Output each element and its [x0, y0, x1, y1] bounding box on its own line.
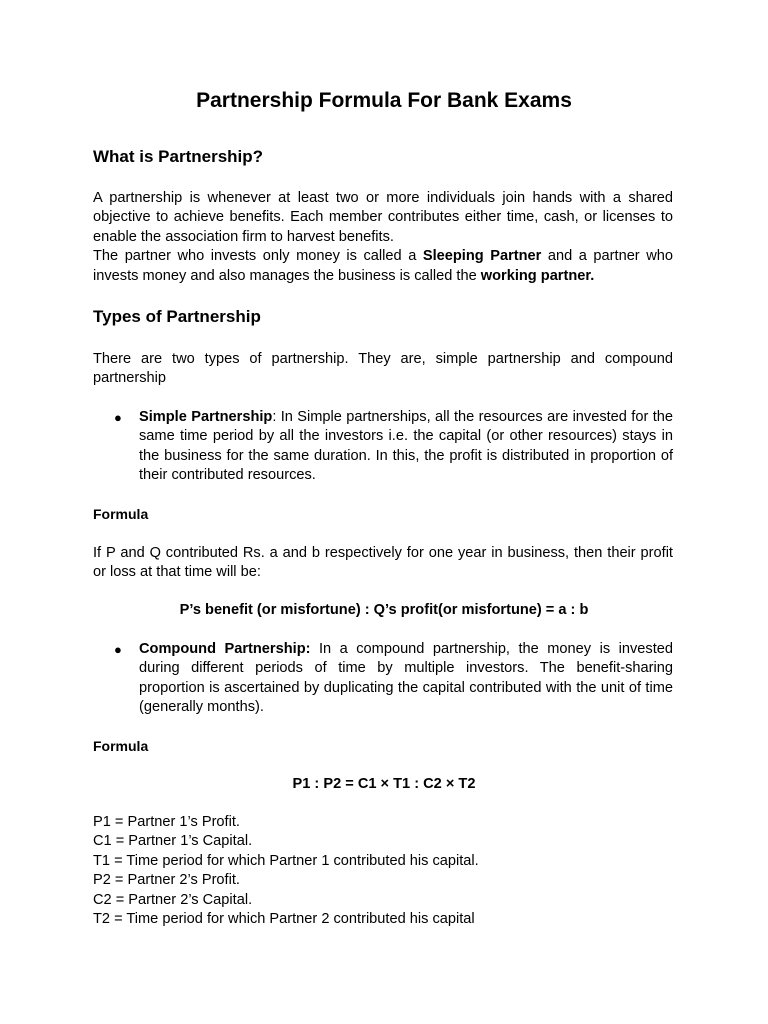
formula-label-2: Formula: [93, 738, 149, 754]
formula-simple: P’s benefit (or misfortune) : Q’s profit(or misfortune) = a : b: [179, 602, 589, 618]
definitions-list: [93, 813, 673, 929]
definition-item: C1 = Partner 1’s Capital.: [93, 833, 253, 850]
list-item-compound-partnership: [139, 640, 673, 718]
definition-item: P2 = Partner 2’s Profit.: [93, 872, 240, 889]
bullet-icon: ●: [114, 410, 122, 425]
paragraph-types-intro: There are two types of partnership. They are, simple partnership and compound partnership: [93, 351, 673, 387]
definition-item: T2 = Time period for which Partner 2 contributed his capital: [93, 911, 475, 928]
simple-partnership-term: Simple Partnership: [139, 409, 273, 425]
working-partner-term: working partner.: [480, 267, 595, 284]
list-item-simple-partnership: [139, 408, 673, 486]
formula-compound: P1 : P2 = C1 × T1 : C2 × T2: [292, 776, 476, 792]
definition-item: T1 = Time period for which Partner 1 contributed his capital.: [93, 852, 479, 869]
partner-text-a: The partner who invests only money is called a: [93, 248, 423, 265]
paragraph-definition: [93, 189, 673, 286]
compound-partnership-text: In a compound partnership, the money is invested during different periods of time by multiple investors. The benefit-sharing proportion is ascertained by duplicating the capital contributed with the unit of time (generally months).: [139, 641, 673, 716]
definition-text: A partnership is whenever at least two or more individuals join hands with a shared objective to achieve benefits. Each member contributes either time, cash, or licenses to enable the association firm to harvest benefits.: [93, 190, 673, 245]
page-title: Partnership Formula For Bank Exams: [196, 89, 572, 112]
definition-item: P1 = Partner 1’s Profit.: [93, 814, 240, 830]
heading-types-of-partnership: Types of Partnership: [93, 307, 261, 326]
definition-item: C2 = Partner 2’s Capital.: [93, 891, 253, 908]
bullet-icon: ●: [114, 642, 122, 657]
simple-partnership-text: : In Simple partnerships, all the resources are invested for the same time period by all the investors i.e. the capital (or other resources) stays in the business for the same duration. In this, the profit is distributed in proportion of their contributed resources.: [139, 409, 673, 484]
formula-label-1: Formula: [93, 506, 149, 522]
heading-what-is-partnership: What is Partnership?: [93, 147, 264, 166]
partner-text-c: and a partner who invests money and also manages the business is called the: [93, 248, 673, 284]
paragraph-formula-intro: If P and Q contributed Rs. a and b respectively for one year in business, then their profit or loss at that time will be:: [93, 545, 673, 581]
sleeping-partner-term: Sleeping Partner: [422, 248, 542, 265]
compound-partnership-term: Compound Partnership:: [139, 641, 311, 657]
